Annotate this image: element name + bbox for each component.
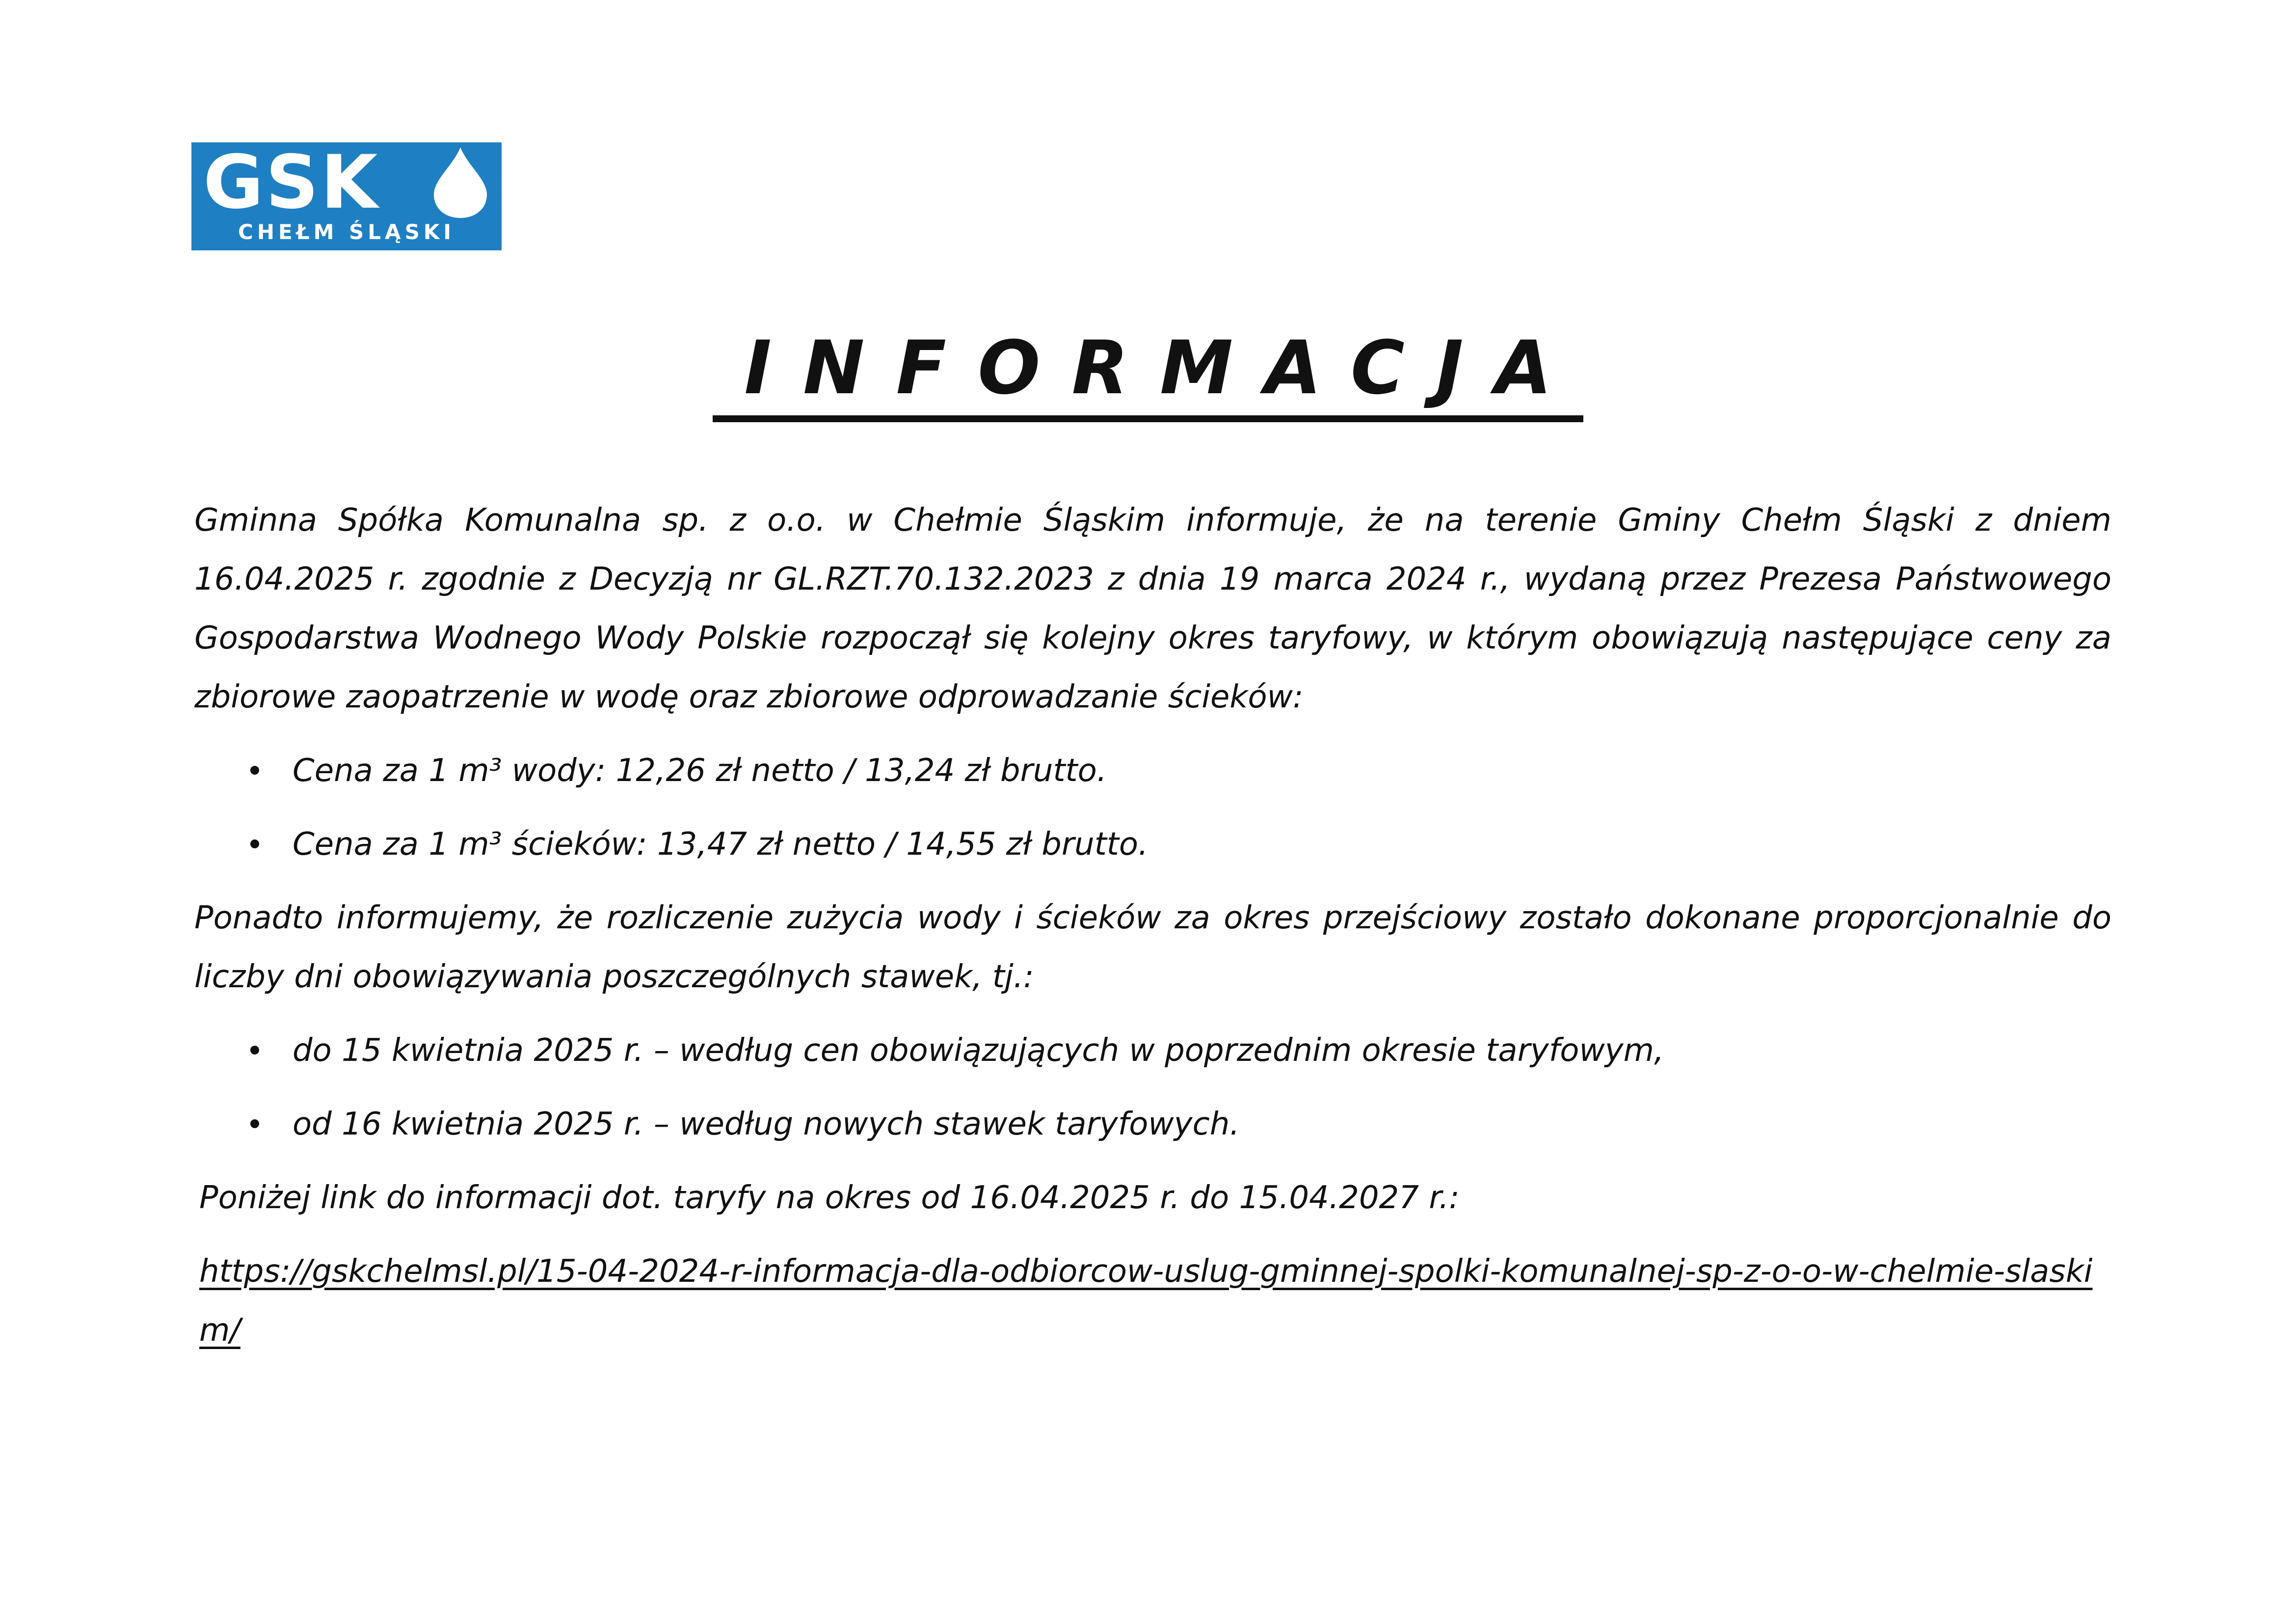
page-title: INFORMACJA: [713, 324, 1583, 422]
bullet-icon: [250, 766, 259, 775]
bullet-icon: [250, 839, 259, 848]
settlement-item-text: od 16 kwietnia 2025 r. – według nowych stawek taryfowych.: [293, 1106, 1240, 1142]
price-item-text: Cena za 1 m³ ścieków: 13,47 zł netto / 14,55 zł brutto.: [293, 826, 1148, 863]
price-item: [194, 741, 2111, 800]
settlement-item: [194, 1021, 2111, 1080]
company-logo: [191, 142, 502, 250]
bullet-icon: [250, 1046, 259, 1055]
logo-subtitle: CHEŁM ŚLĄSKI: [238, 220, 455, 244]
settlement-paragraph: Ponadto informujemy, że rozliczenie zużycia wody i ścieków za okres przejściowy zostało dokonane proporcjonalnie do liczby dni obowiązywania poszczególnych stawek, tj.:: [194, 900, 2111, 995]
price-list: [194, 741, 2111, 874]
logo-letters: GSK: [203, 140, 380, 225]
page-title-wrapper: [0, 324, 2296, 422]
water-drop-icon: [421, 145, 500, 219]
settlement-list: [194, 1021, 2111, 1154]
document-body: [194, 491, 2111, 1360]
link-intro: Poniżej link do informacji dot. taryfy na okres od 16.04.2025 r. do 15.04.2027 r.:: [199, 1180, 1460, 1216]
settlement-item: [194, 1095, 2111, 1154]
intro-paragraph: Gminna Spółka Komunalna sp. z o.o. w Chełmie Śląskim informuje, że na terenie Gminy Chełm Śląski z dniem 16.04.2025 r. zgodnie z Decyzją nr GL.RZT.70.132.2023 z dnia 19 marca 2024 r., wydaną przez Prezesa Państwowego Gospodarstwa Wodnego Wody Polskie rozpoczął się kolejny okres taryfowy, w którym obowiązują następujące ceny za zbiorowe zaopatrzenie w wodę oraz zbiorowe odprowadzanie ścieków:: [194, 502, 2111, 715]
settlement-item-text: do 15 kwietnia 2025 r. – według cen obowiązujących w poprzednim okresie taryfowym,: [293, 1032, 1664, 1069]
bullet-icon: [250, 1119, 259, 1128]
price-item: [194, 815, 2111, 874]
tariff-info-link[interactable]: https://gskchelmsl.pl/15-04-2024-r-informacja-dla-odbiorcow-uslug-gminnej-spolki-komunalnej-sp-z-o-o-w-chelmie-slaskim/: [199, 1253, 2093, 1349]
price-item-text: Cena za 1 m³ wody: 12,26 zł netto / 13,24 zł brutto.: [293, 753, 1107, 789]
